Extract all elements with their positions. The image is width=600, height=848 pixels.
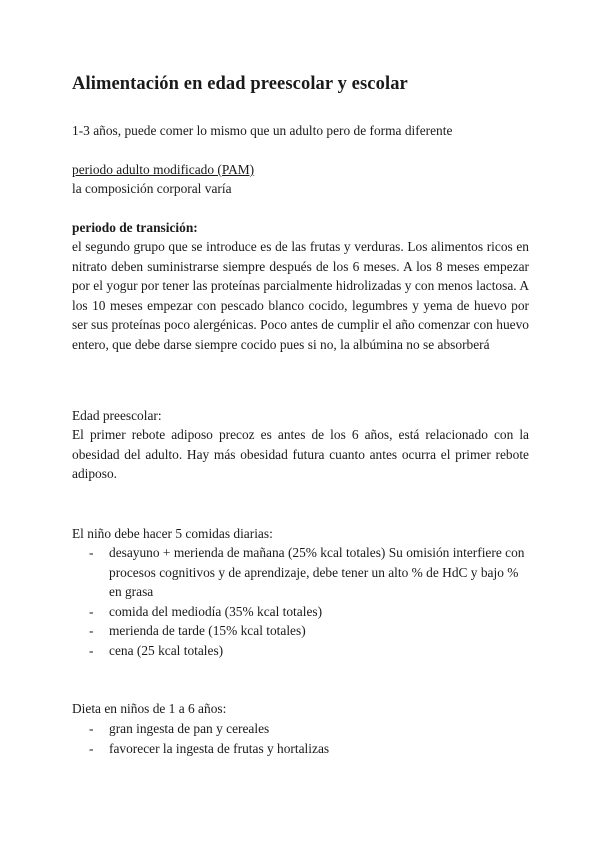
list-item-text: cena (25 kcal totales) <box>109 642 224 658</box>
pam-heading: periodo adulto modificado (PAM) <box>72 162 255 177</box>
pam-text: la composición corporal varía <box>72 181 232 196</box>
bullet-dash: - <box>89 721 94 736</box>
intro-text: 1-3 años, puede comer lo mismo que un adulto pero de forma diferente <box>72 123 453 138</box>
transition-text: el segundo grupo que se introduce es de las frutas y verduras. Los alimentos ricos en nitrato deben suministrarse siempre después de los 6 meses. A los 8 meses empezar por el yogur por tener las proteínas parcialmente hidrolizadas y con menos lactosa. A los 10 meses empezar con pescado blanco cocido, legumbres y yema de huevo por ser sus proteínas poco alergénicas. Poco antes de cumplir el año comenzar con huevo entero, que debe darse siempre cocido pues si no, la albúmina no se absorberá <box>72 239 529 352</box>
list-item <box>72 602 529 622</box>
list-item <box>72 719 529 739</box>
list-item <box>72 641 529 661</box>
bullet-dash: - <box>89 642 94 658</box>
meals-list <box>72 543 529 661</box>
diet-list <box>72 719 529 758</box>
bullet-dash: - <box>89 623 94 639</box>
preschool-heading: Edad preescolar: <box>72 408 162 423</box>
list-item-text: desayuno + merienda de mañana (25% kcal totales) Su omisión interfiere con procesos cognitivos y de aprendizaje, debe tener un alto % de HdC y bajo % en grasa <box>109 545 525 600</box>
bullet-dash: - <box>89 740 94 756</box>
list-item-text: favorecer la ingesta de frutas y hortalizas <box>109 740 330 756</box>
bullet-dash: - <box>89 603 94 619</box>
transition-heading: periodo de transición: <box>72 220 198 235</box>
document-title: Alimentación en edad preescolar y escolar <box>72 74 408 94</box>
bullet-dash: - <box>89 545 94 560</box>
list-item <box>72 543 529 602</box>
meals-heading: El niño debe hacer 5 comidas diarias: <box>72 526 273 541</box>
list-item <box>72 621 529 641</box>
diet-heading: Dieta en niños de 1 a 6 años: <box>72 701 227 716</box>
list-item-text: gran ingesta de pan y cereales <box>109 721 270 736</box>
list-item <box>72 739 529 759</box>
list-item-text: merienda de tarde (15% kcal totales) <box>109 623 306 639</box>
list-item-text: comida del mediodía (35% kcal totales) <box>109 603 323 619</box>
preschool-text: El primer rebote adiposo precoz es antes de los 6 años, está relacionado con la obesidad del adulto. Hay más obesidad futura cuanto antes ocurra el primer rebote adiposo. <box>72 427 529 482</box>
